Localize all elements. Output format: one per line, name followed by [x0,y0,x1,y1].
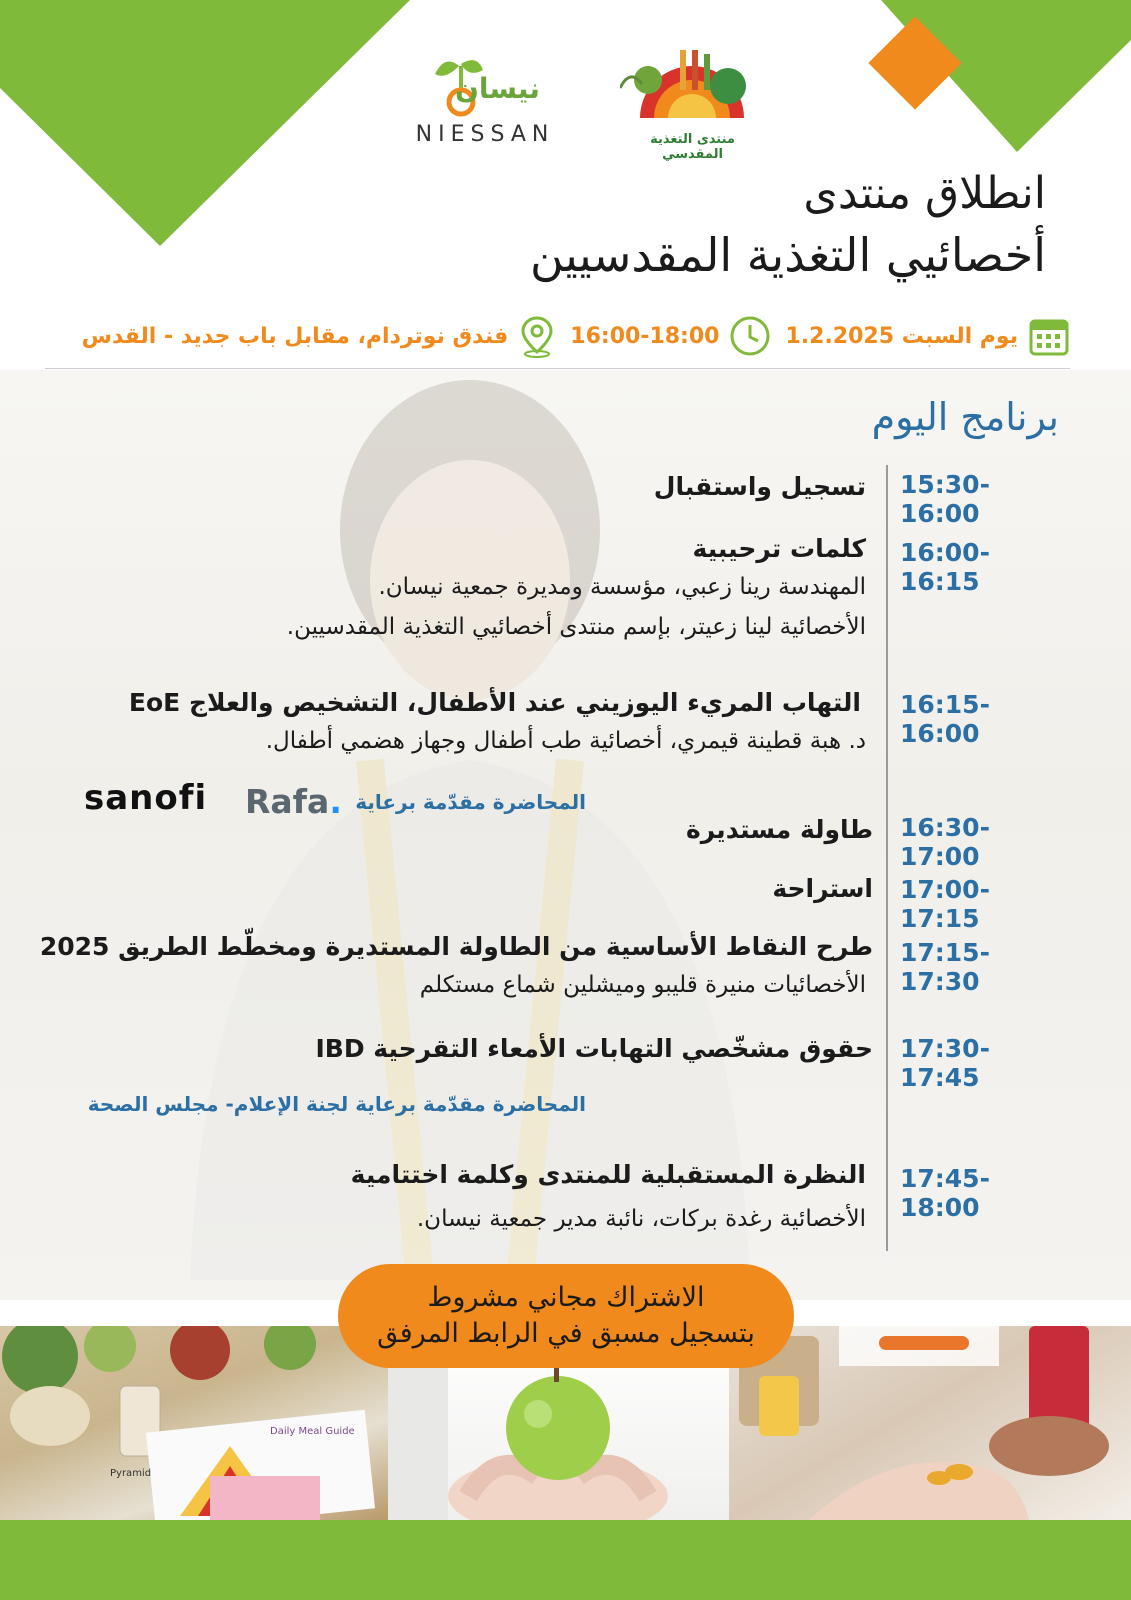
event-time [570,315,771,357]
program-item-title: كلمات ترحيبية [692,534,866,563]
niessan-logo-arabic: نيسان [455,72,540,105]
program-item-time: 15:30-16:00 [900,470,990,528]
clock-icon [729,315,771,357]
program-item-time: 17:45-18:00 [900,1164,990,1222]
program-item-title: طاولة مستديرة [686,815,873,844]
supplements-illustration [729,1326,1131,1520]
sponsor-text: المحاضرة مقدّمة برعاية [355,790,586,814]
program-item-title: حقوق مشخّصي التهابات الأمعاء التقرحية IBD [315,1034,873,1063]
program-timeline-line [886,465,888,1251]
footer-green-bar [0,1520,1131,1600]
food-table-illustration [0,1326,388,1520]
program-item-time: 16:30-17:00 [900,813,990,871]
event-date [785,315,1070,357]
program-item-line: المهندسة رينا زعبي، مؤسسة ومديرة جمعية نيسان. [378,574,866,600]
pyramid-label: Pyramid [110,1468,152,1479]
healthy-food-photo [0,1326,388,1520]
program-item-title: النظرة المستقبلية للمنتدى وكلمة اختتامية [350,1160,866,1189]
registration-cta-button[interactable] [338,1264,794,1368]
niessan-logo-english: NIESSAN [415,122,555,147]
niessan-logo [405,50,565,155]
program-item-title: استراحة [772,874,873,903]
program-item-time: 16:15- 16:00 [900,690,990,748]
program-item-time: 17:00-17:15 [900,875,990,933]
program-item-title: التهاب المريء اليوزيني عند الأطفال، التشخيص والعلاج EoE [128,688,861,717]
cta-line1: الاشتراك مجاني مشروط [427,1282,705,1313]
program-item-time: 16:00- 16:15 [900,538,990,596]
program-item-title: تسجيل واستقبال [653,472,866,501]
event-info-bar [45,312,1070,360]
meal-guide-label: Daily Meal Guide [270,1426,355,1437]
program-item-time: 17:15-17:30 [900,938,990,996]
program-item-title: طرح النقاط الأساسية من الطاولة المستديرة ومخطّط الطريق 2025 [39,932,873,961]
forum-logo-arabic: منتدى التغذية المقدسي [650,132,735,162]
calendar-icon [1028,315,1070,357]
program-heading: برنامج اليوم [871,395,1059,439]
program-item-line: الأخصائيات منيرة قليبو وميشلين شماع مستكلم [419,972,866,998]
nutrition-forum-logo [620,48,765,162]
supplements-photo [729,1326,1131,1520]
divider-line [45,368,1070,369]
program-item-time: 17:30-17:45 [900,1034,990,1092]
rafa-logo [245,782,342,821]
cta-line2: بتسجيل مسبق في الرابط المرفق [377,1318,755,1349]
program-item-line: الأخصائية رغدة بركات، نائبة مدير جمعية نيسان. [416,1206,866,1232]
sponsor-text: المحاضرة مقدّمة برعاية لجنة الإعلام- مجلس الصحة [87,1092,586,1116]
event-time-text: 16:00-18:00 [570,323,720,349]
vegetable-arch-icon [620,48,765,134]
program-item-line: الأخصائية لينا زعيتر، بإسم منتدى أخصائيي التغذية المقدسيين. [286,614,866,640]
green-triangle-decoration [0,0,410,246]
event-date-text: يوم السبت 1.2.2025 [785,323,1018,349]
event-location [82,314,557,358]
sanofi-logo: sanofi [84,778,208,818]
event-location-text: فندق نوتردام، مقابل باب جديد - القدس [81,323,509,349]
rafa-logo-text: Rafa [245,782,330,821]
page-title-line1: انطلاق منتدى [803,168,1046,219]
rafa-logo-dot: . [329,782,342,821]
program-item-line: د. هبة قطينة قيمري، أخصائية طب أطفال وجهاز هضمي أطفال. [265,728,866,754]
page-title-line2: أخصائيي التغذية المقدسيين [530,228,1046,282]
location-pin-icon [518,314,556,358]
